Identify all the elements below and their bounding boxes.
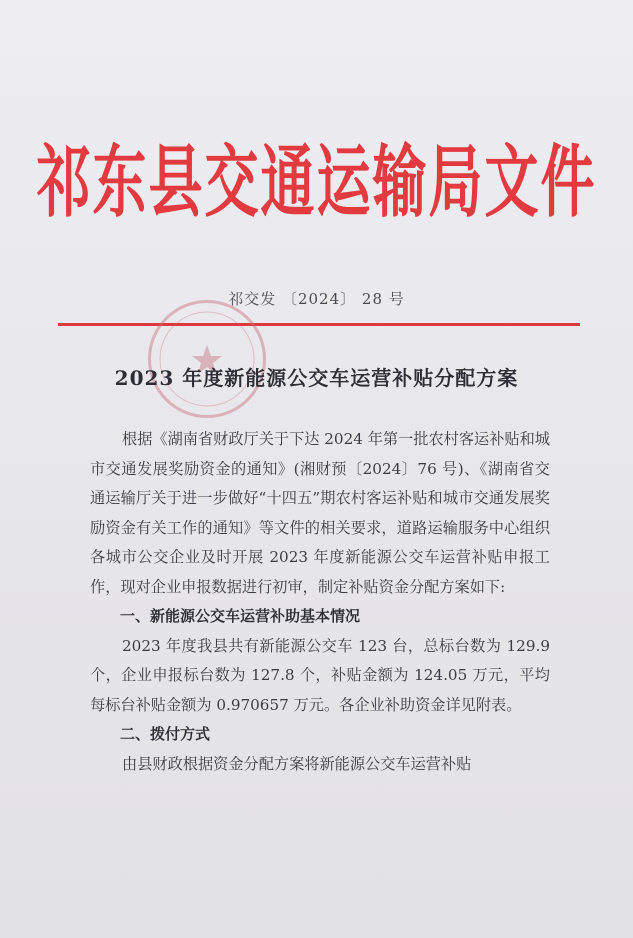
red-divider-line [58,323,580,326]
seal-stamp [148,300,266,418]
document-body [90,425,550,779]
document-number: 祁交发 〔2024〕 28 号 [228,290,405,308]
letterhead-title: 祁东县交通运输局文件 [36,135,597,228]
section-2-paragraph: 由县财政根据资金分配方案将新能源公交车运营补贴 [122,754,472,773]
document-title: 2023 年度新能源公交车运营补贴分配方案 [114,366,519,390]
intro-paragraph: 根据《湖南省财政厅关于下达 2024 年第一批农村客运补贴和城市交通发展奖励资金的通知》(湘财预〔2024〕76 号)、《湖南省交通运输厅关于进一步做好“十四五”期农村客运补贴和城市交通发展奖励资金有关工作的通知》等文件的相关要求，道路运输服务中心组织各城市公交企业及时开展 2023 年度新能源公交车运营补贴申报工作，现对企业申报数据进行初审，制定补贴资金分配方案如下: [90,430,550,596]
section-heading-1: 一、新能源公交车运营补助基本情况 [120,607,361,625]
seal-icon [151,303,263,415]
section-1-paragraph: 2023 年度我县共有新能源公交车 123 台，总标台数为 129.9 个，企业申报标台数为 127.8 个，补贴金额为 124.05 万元，平均每标台补贴金额为 0.970657 万元。各企业补助资金详见附表。 [90,636,550,714]
section-heading-2: 二、拨付方式 [120,725,211,743]
